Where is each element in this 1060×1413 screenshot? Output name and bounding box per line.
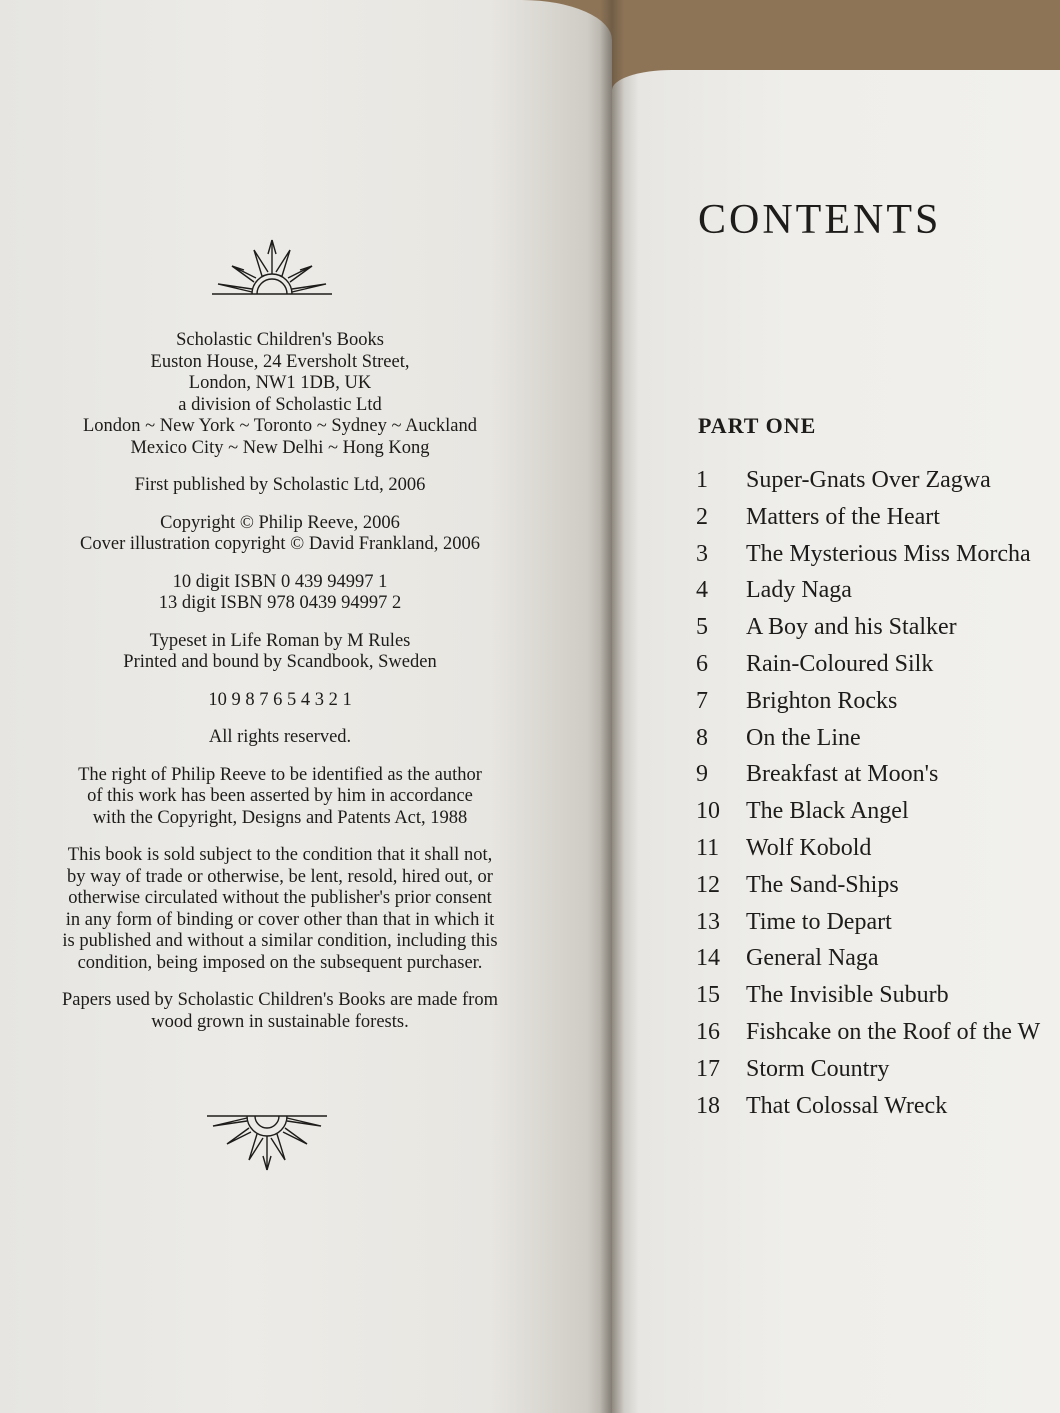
chapter-number: 16 (696, 1018, 720, 1045)
chapter-number: 3 (696, 540, 708, 567)
chapter-number: 5 (696, 614, 708, 641)
moral-rights-line: of this work has been asserted by him in accordance (87, 786, 473, 806)
toc-row (696, 830, 1060, 867)
chapter-number: 11 (696, 834, 720, 861)
chapter-title: A Boy and his Stalker (746, 614, 957, 641)
isbn-line: 10 digit ISBN 0 439 94997 1 (172, 571, 388, 592)
chapter-number: 6 (696, 650, 708, 677)
chapter-title: The Invisible Suburb (746, 982, 949, 1009)
chapter-number: 17 (696, 1055, 720, 1082)
rights-line: All rights reserved. (208, 727, 352, 747)
contents-title: CONTENTS (698, 197, 942, 243)
chapter-number: 14 (696, 945, 720, 972)
chapter-title: Wolf Kobold (746, 834, 872, 861)
chapter-number: 10 (696, 798, 720, 825)
sale-condition-line: in any form of binding or cover other than that in which it (65, 909, 495, 930)
chapter-title: Fishcake on the Roof of the W (746, 1018, 1041, 1045)
toc-row (696, 572, 1060, 609)
toc-row (696, 977, 1060, 1014)
part-heading: PART ONE (698, 413, 817, 438)
toc-row (696, 793, 1060, 830)
toc-row (696, 904, 1060, 941)
toc-row (696, 462, 1060, 499)
table-of-contents (696, 462, 1060, 1124)
first-published: First published by Scholastic Ltd, 2006 (134, 475, 426, 495)
rising-sun-ornament-icon (210, 232, 334, 298)
copyright-line: Copyright © Philip Reeve, 2006 (160, 512, 400, 533)
book-gutter (600, 0, 624, 1413)
publisher-line: a division of Scholastic Ltd (178, 394, 382, 415)
chapter-title: On the Line (746, 724, 861, 751)
publisher-line: Euston House, 24 Eversholt Street, (150, 351, 410, 372)
chapter-title: That Colossal Wreck (746, 1092, 948, 1119)
paper-note-line: wood grown in sustainable forests. (151, 1011, 409, 1032)
sale-condition-line: condition, being imposed on the subsequent purchaser. (77, 952, 483, 973)
chapter-number: 9 (696, 761, 708, 788)
toc-row (696, 1051, 1060, 1088)
publisher-line: London, NW1 1DB, UK (188, 373, 372, 393)
isbn-line: 13 digit ISBN 978 0439 94997 2 (158, 593, 402, 613)
chapter-title: Rain-Coloured Silk (746, 650, 934, 677)
chapter-title: Brighton Rocks (746, 687, 898, 714)
sale-condition-line: by way of trade or otherwise, be lent, resold, hired out, or (67, 866, 493, 887)
toc-row (696, 1088, 1060, 1125)
chapter-title: General Naga (746, 945, 879, 972)
printing-line: 10 9 8 7 6 5 4 3 2 1 (208, 689, 352, 710)
chapter-number: 18 (696, 1092, 720, 1119)
moral-rights-line: The right of Philip Reeve to be identified as the author (78, 764, 482, 785)
chapter-title: The Sand-Ships (746, 871, 899, 898)
sale-condition-line: otherwise circulated without the publisher's prior consent (68, 888, 492, 908)
toc-row (696, 646, 1060, 683)
chapter-number: 2 (696, 503, 708, 530)
publisher-line: Mexico City ~ New Delhi ~ Hong Kong (130, 437, 430, 458)
chapter-number: 12 (696, 871, 720, 898)
chapter-title: The Black Angel (746, 798, 909, 825)
toc-row (696, 940, 1060, 977)
toc-row (696, 609, 1060, 646)
chapter-number: 8 (696, 724, 708, 751)
toc-row (696, 683, 1060, 720)
chapter-number: 4 (696, 577, 708, 604)
moral-rights-line: with the Copyright, Designs and Patents Act, 1988 (92, 807, 468, 828)
chapter-number: 13 (696, 908, 720, 935)
sale-condition-line: This book is sold subject to the condition that it shall not, (67, 845, 493, 865)
publisher-line: London ~ New York ~ Toronto ~ Sydney ~ Auckland (82, 416, 477, 436)
typeset-line: Typeset in Life Roman by M Rules (149, 630, 411, 651)
chapter-title: Time to Depart (746, 908, 892, 935)
toc-row (696, 1014, 1060, 1051)
toc-row (696, 499, 1060, 536)
paper-note-line: Papers used by Scholastic Children's Books are made from (62, 990, 498, 1010)
imprint-text (30, 330, 530, 1033)
chapter-number: 7 (696, 687, 708, 714)
chapter-title: The Mysterious Miss Morcha (746, 540, 1031, 567)
toc-row (696, 536, 1060, 573)
toc-row (696, 720, 1060, 757)
hanging-sun-ornament-icon (205, 1112, 329, 1178)
toc-row (696, 867, 1060, 904)
sale-condition-line: is published and without a similar condition, including this (62, 931, 498, 951)
copyright-line: Cover illustration copyright © David Frankland, 2006 (80, 534, 480, 554)
chapter-number: 1 (696, 467, 708, 493)
chapter-title: Super-Gnats Over Zagwa (746, 467, 991, 493)
chapter-title: Breakfast at Moon's (746, 761, 939, 788)
publisher-line: Scholastic Children's Books (176, 330, 384, 350)
chapter-number: 15 (696, 982, 720, 1009)
typeset-line: Printed and bound by Scandbook, Sweden (123, 652, 437, 672)
chapter-title: Storm Country (746, 1055, 890, 1082)
chapter-title: Lady Naga (746, 577, 852, 604)
chapter-title: Matters of the Heart (746, 503, 940, 530)
toc-row (696, 756, 1060, 793)
